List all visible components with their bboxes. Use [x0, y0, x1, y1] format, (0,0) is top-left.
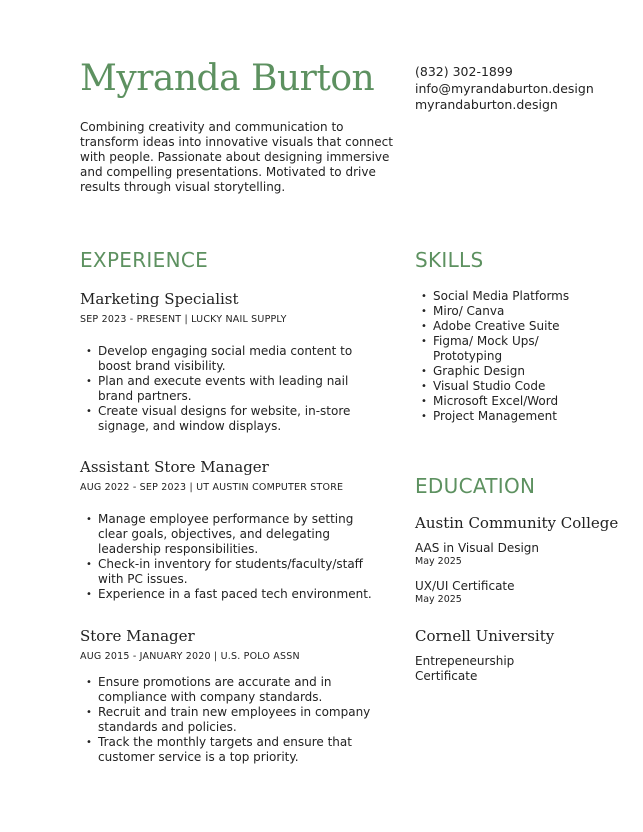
skill-item: • Social Media Platforms	[415, 289, 575, 304]
experience-heading: EXPERIENCE	[80, 248, 209, 272]
job-bullet: • Manage employee performance by setting clear goals, objectives, and delegating leadership responsibilities.	[80, 512, 380, 557]
job-bullet: • Create visual designs for website, in-store signage, and window displays.	[80, 404, 370, 434]
credential-degree: Entrepeneurship Certificate	[415, 654, 515, 683]
skill-item: • Miro/ Canva	[415, 304, 575, 319]
email-address: info@myrandaburton.design	[415, 80, 594, 96]
job-bullet: • Track the monthly targets and ensure that customer service is a top priority.	[80, 735, 380, 765]
skill-item: • Microsoft Excel/Word	[415, 394, 575, 409]
summary-text: Combining creativity and communication to transform ideas into innovative visuals that connect with people. Passionate about designing immersive and compelling presentations. Motivated to drive results through visual storytelling.	[80, 120, 393, 194]
job-bullet: • Develop engaging social media content to boost brand visibility.	[80, 344, 370, 374]
school-name: Cornell University	[415, 627, 555, 645]
contact-block	[415, 64, 635, 114]
skill-item: • Graphic Design	[415, 364, 575, 379]
job-entry	[80, 289, 400, 434]
job-title: Assistant Store Manager	[80, 458, 269, 476]
skill-item: • Visual Studio Code	[415, 379, 575, 394]
credential	[415, 579, 640, 606]
job-title: Marketing Specialist	[80, 290, 239, 308]
education-entry	[415, 626, 640, 684]
education-entry	[415, 513, 640, 606]
credential	[415, 654, 530, 684]
phone-number: (832) 302-1899	[415, 64, 513, 79]
job-bullet: • Check-in inventory for students/faculty/staff with PC issues.	[80, 557, 380, 587]
job-bullet: • Ensure promotions are accurate and in compliance with company standards.	[80, 675, 380, 705]
job-title: Store Manager	[80, 627, 195, 645]
job-entry	[80, 626, 400, 765]
credential-degree: UX/UI Certificate	[415, 579, 515, 593]
skills-list	[415, 289, 575, 424]
job-meta: SEP 2023 - PRESENT | LUCKY NAIL SUPPLY	[80, 314, 287, 325]
job-bullet: • Recruit and train new employees in company standards and policies.	[80, 705, 380, 735]
skill-item: • Adobe Creative Suite	[415, 319, 575, 334]
resume-name: Myranda Burton	[80, 58, 375, 99]
website-url: myrandaburton.design	[415, 97, 558, 112]
job-meta: AUG 2015 - JANUARY 2020 | U.S. POLO ASSN	[80, 651, 300, 662]
job-bullet: • Experience in a fast paced tech environment.	[80, 587, 380, 602]
credential-degree: AAS in Visual Design	[415, 541, 540, 555]
school-name: Austin Community College	[415, 514, 619, 532]
job-entry	[80, 457, 400, 602]
job-bullet: • Plan and execute events with leading nail brand partners.	[80, 374, 370, 404]
job-bullets	[80, 512, 380, 602]
credential-date: May 2025	[415, 556, 462, 567]
education-heading: EDUCATION	[415, 474, 536, 498]
credential	[415, 541, 640, 568]
credential-date: May 2025	[415, 594, 462, 605]
skill-item: • Project Management	[415, 409, 575, 424]
skill-item: • Figma/ Mock Ups/ Prototyping	[415, 334, 575, 364]
skills-heading: SKILLS	[415, 248, 484, 272]
job-bullets	[80, 344, 370, 434]
job-meta: AUG 2022 - SEP 2023 | UT AUSTIN COMPUTER STORE	[80, 482, 344, 493]
job-bullets	[80, 675, 380, 765]
